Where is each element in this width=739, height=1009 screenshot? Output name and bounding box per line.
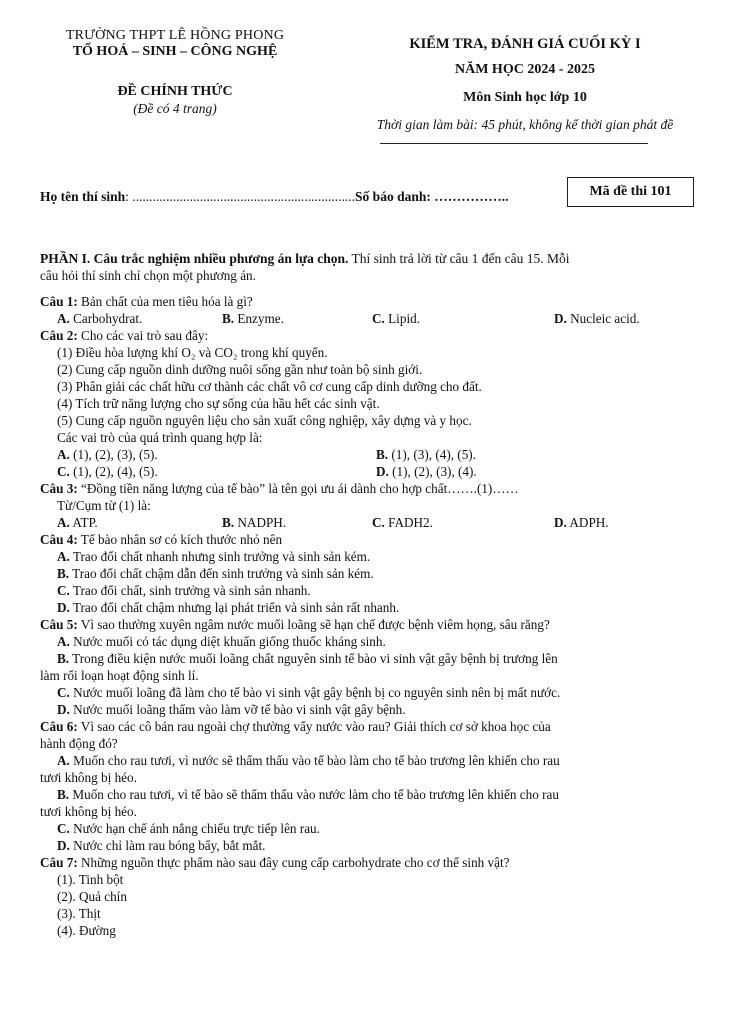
official-label: ĐỀ CHÍNH THỨC [117, 84, 233, 99]
question-4-label: Câu 4: [40, 532, 78, 547]
q4-option-a: A. Trao đổi chất nhanh nhưng sinh trưởng và sinh sản kém. [57, 549, 371, 564]
subject: Môn Sinh học lớp 10 [463, 90, 587, 105]
q2-item-4: (4) Tích trữ năng lượng cho sự sống của hầu hết các sinh vật. [57, 396, 380, 411]
question-6-text: Vì sao các cô bán rau ngoài chợ thường vẩy nước vào rau? Giải thích cơ sở khoa học của [77, 719, 551, 734]
q2-item-5: (5) Cung cấp nguồn nguyên liệu cho sản xuất công nghiệp, xây dựng và y học. [57, 413, 472, 428]
question-6 [40, 719, 551, 736]
q6-option-a-cont: tươi không bị héo. [40, 770, 137, 785]
question-7 [40, 855, 510, 872]
q2-option-a: A. (1), (2), (3), (5). [57, 447, 158, 462]
q3-option-c: C. FADH2. [372, 515, 433, 530]
question-1 [40, 294, 253, 311]
question-1-text: Bản chất của men tiêu hóa là gì? [77, 294, 253, 309]
q6-option-a: A. Muốn cho rau tươi, vì nước sẽ thẩm thấu vào tế bào làm cho tế bào trương lên khiến cho rau [57, 753, 560, 768]
question-5-label: Câu 5: [40, 617, 78, 632]
question-6-label: Câu 6: [40, 719, 78, 734]
q2-option-d: D. (1), (2), (3), (4). [376, 464, 477, 479]
question-3-label: Câu 3: [40, 481, 78, 496]
question-1-label: Câu 1: [40, 294, 78, 309]
q2-item-2: (2) Cung cấp nguồn dinh dưỡng nuôi sống gần như toàn bộ sinh giới. [57, 362, 423, 377]
question-2-text: Cho các vai trò sau đây: [77, 328, 209, 343]
question-4-text: Tế bào nhân sơ có kích thước nhỏ nên [77, 532, 283, 547]
candidate-name-label: Họ tên thí sinh [40, 189, 126, 204]
question-2 [40, 328, 208, 345]
q3-prompt: Từ/Cụm từ (1) là: [57, 498, 151, 513]
q3-option-a: A. ATP. [57, 515, 98, 530]
department-name: TỔ HOÁ – SINH – CÔNG NGHỆ [72, 44, 278, 59]
question-3 [40, 481, 519, 498]
q1-option-c: C. Lipid. [372, 311, 420, 326]
question-5 [40, 617, 550, 634]
q6-option-b-cont: tươi không bị héo. [40, 804, 137, 819]
q3-option-b: B. NADPH. [222, 515, 287, 530]
q7-item-3: (3). Thịt [57, 906, 101, 921]
q7-item-1: (1). Tinh bột [57, 872, 124, 887]
q7-item-2: (2). Quả chín [57, 889, 127, 904]
pages-note: (Đề có 4 trang) [133, 101, 217, 116]
q6-option-c: C. Nước hạn chế ánh nắng chiếu trực tiếp lên rau. [57, 821, 320, 836]
q2-item-3: (3) Phân giải các chất hữu cơ thành các chất vô cơ cung cấp dinh dưỡng cho đất. [57, 379, 482, 394]
part1-instruction-cont: câu hỏi thí sinh chỉ chọn một phương án. [40, 268, 256, 283]
exam-code-box [567, 177, 694, 207]
q1-option-b: B. Enzyme. [222, 311, 284, 326]
candidate-row [40, 189, 508, 206]
q4-option-d: D. Trao đổi chất chậm nhưng lại phát triển và sinh sản rất nhanh. [57, 600, 400, 615]
part1-title: PHẦN I. Câu trắc nghiệm nhiều phương án lựa chọn. [40, 251, 349, 266]
q7-item-4: (4). Đường [57, 923, 116, 938]
question-5-text: Vì sao thường xuyên ngâm nước muối loãng sẽ hạn chế được bệnh viêm họng, sâu răng? [77, 617, 550, 632]
part1-instruction: Thí sinh trả lời từ câu 1 đến câu 15. Mỗi [348, 251, 570, 266]
question-7-label: Câu 7: [40, 855, 78, 870]
q5-option-d: D. Nước muối loãng thấm vào làm vỡ tế bào vi sinh vật gây bệnh. [57, 702, 406, 717]
q1-option-a: A. Carbohydrat. [57, 311, 143, 326]
q3-option-d: D. ADPH. [554, 515, 609, 530]
q4-option-c: C. Trao đổi chất, sinh trưởng và sinh sản nhanh. [57, 583, 311, 598]
q4-option-b: B. Trao đổi chất chậm dẫn đến sinh trưởng và sinh sản kém. [57, 566, 374, 581]
q6-option-d: D. Nước chỉ làm rau bóng bẩy, bắt mắt. [57, 838, 266, 853]
header-divider [380, 143, 648, 144]
part1-heading [40, 251, 570, 268]
q5-option-b: B. Trong điều kiện nước muối loãng chất nguyên sinh tế bào vi sinh vật gây bệnh bị trương lên [57, 651, 558, 666]
exam-title: KIỂM TRA, ĐÁNH GIÁ CUỐI KỲ I [409, 36, 641, 52]
q6-option-b: B. Muốn cho rau tươi, vì tế bào sẽ thẩm thấu vào nước làm cho tế bào trương lên khiến cho rau [57, 787, 559, 802]
question-6-text-cont: hành động đó? [40, 736, 118, 751]
q5-option-b-cont: làm rối loạn hoạt động sinh lí. [40, 668, 199, 683]
q5-option-c: C. Nước muối loãng đã làm cho tế bào vi sinh vật gây bệnh bị co nguyên sinh nên bị mất nước. [57, 685, 561, 700]
candidate-name-dots: : .................................................................. [125, 189, 356, 204]
school-year: NĂM HỌC 2024 - 2025 [455, 62, 595, 77]
question-3-text: “Đồng tiền năng lượng của tế bào” là tên gọi ưu ái dành cho hợp chất…….(1)…… [77, 481, 519, 496]
q1-option-d: D. Nucleic acid. [554, 311, 640, 326]
question-2-label: Câu 2: [40, 328, 78, 343]
question-4 [40, 532, 282, 549]
candidate-id-dots: …………….. [430, 189, 509, 204]
candidate-id-label: Số báo danh: [355, 189, 431, 204]
exam-code: Mã đề thi 101 [589, 183, 672, 199]
q2-option-b: B. (1), (3), (4), (5). [376, 447, 476, 462]
q2-option-c: C. (1), (2), (4), (5). [57, 464, 158, 479]
q2-prompt: Các vai trò của quá trình quang hợp là: [57, 430, 263, 445]
q2-item-1: (1) Điều hòa lượng khí O₂ và CO₂ trong khí quyển. [57, 345, 328, 360]
q5-option-a: A. Nước muối có tác dụng diệt khuẩn giống thuốc kháng sinh. [57, 634, 386, 649]
school-name: TRƯỜNG THPT LÊ HỒNG PHONG [65, 28, 285, 43]
question-7-text: Những nguồn thực phẩm nào sau đây cung cấp carbohydrate cho cơ thể sinh vật? [77, 855, 510, 870]
time-note: Thời gian làm bài: 45 phút, không kể thời gian phát đề [376, 117, 674, 132]
